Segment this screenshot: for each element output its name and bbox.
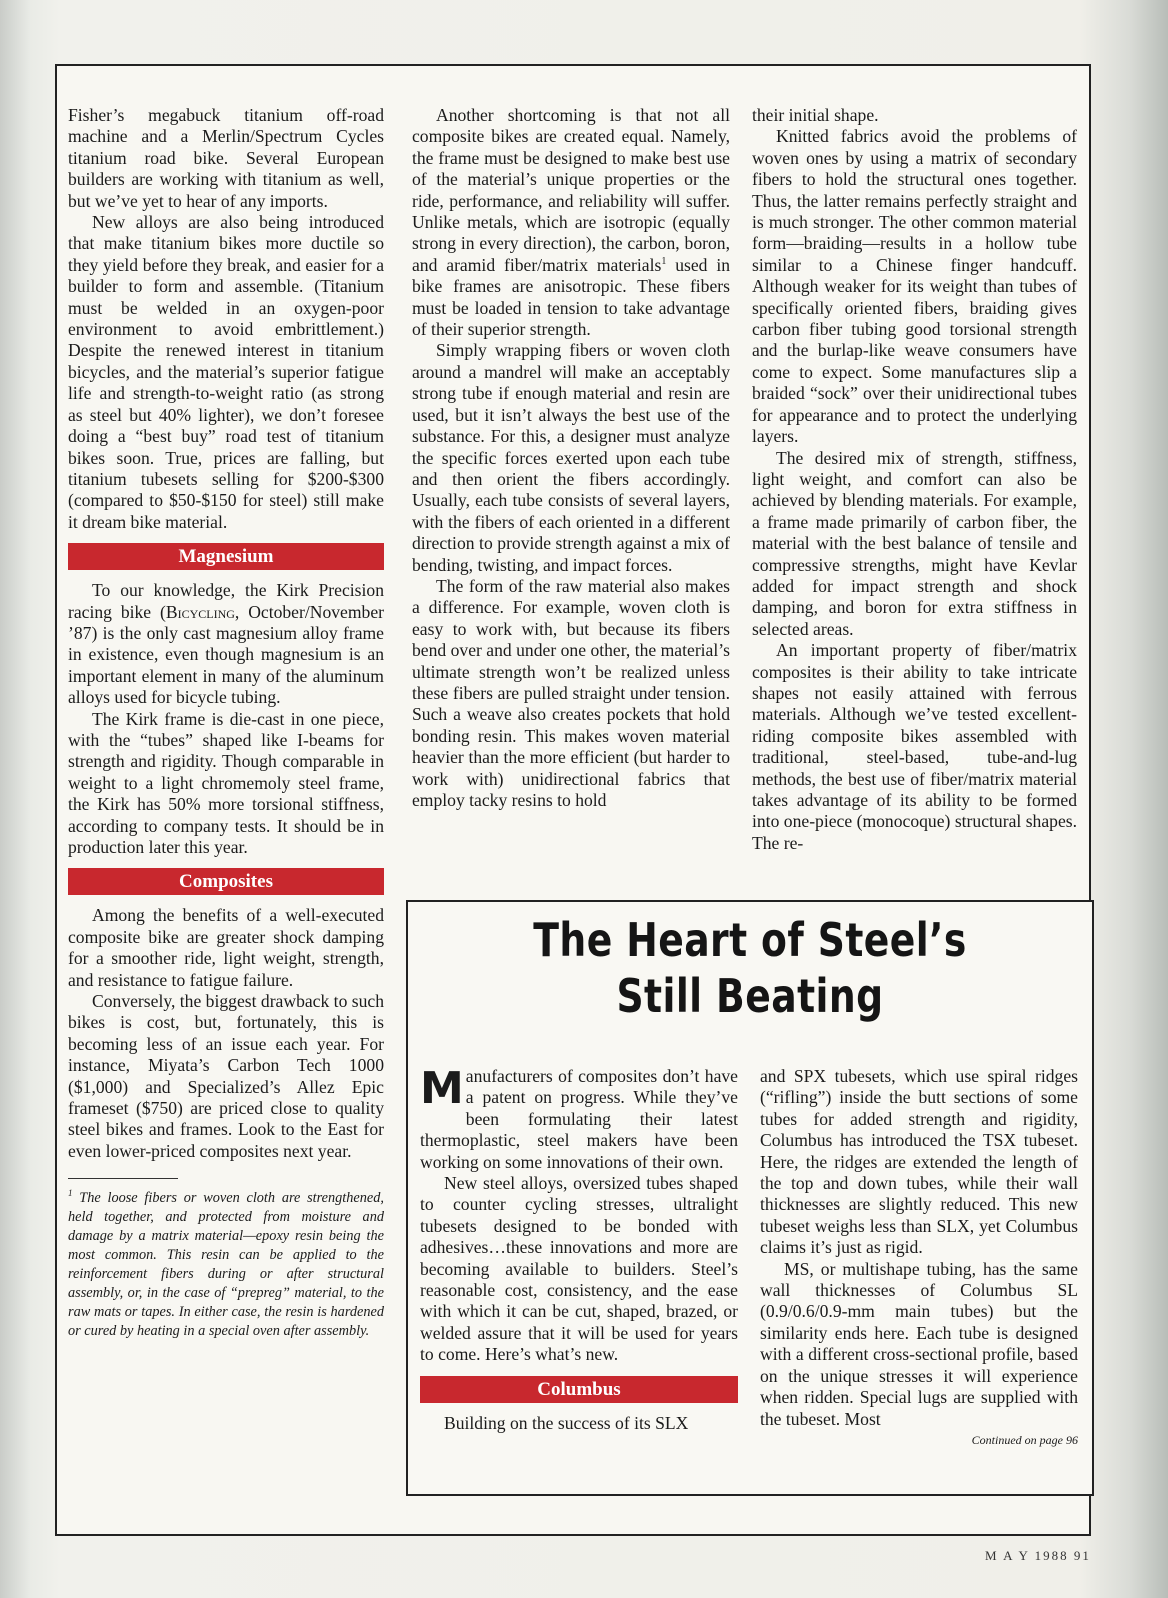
text-run: anufacturers of composites don’t have a patent on progress. While they’ve been formulating their latest thermoplastic, steel makers have been working on some innovations of their own. <box>420 1066 738 1172</box>
paragraph <box>68 580 384 708</box>
paragraph: Among the benefits of a well-executed composite bike are greater shock damping for a smoother ride, light weight, strength, and resistance to fatigue failure. <box>68 905 384 990</box>
paragraph: MS, or multishape tubing, has the same wall thicknesses of Columbus SL (0.9/0.6/0.9-mm main tubes) but the similarity ends here. Each tube is designed with a different cross-sectional profile, based on the unique stresses it will experience when ridden. Special lugs are supplied with the tubeset. Most <box>760 1258 1078 1429</box>
sidebar-title-line-2: Still Beating <box>616 969 884 1023</box>
text-run: To our knowledge, the Kirk Precision racing bike ( <box>68 580 384 622</box>
paragraph: Conversely, the biggest drawback to such bikes is cost, but, fortunately, this is becoming less of an issue each year. For instance, Miyata’s Carbon Tech 1000 ($1,000) and Specialized’s Allez Epic frameset ($750) are priced close to quality steel bikes and frames. Look to the East for even lower-priced composites next year. <box>68 991 385 1161</box>
footnote-text: The loose fibers or woven cloth are strengthened, held together, and protected from moisture and damage by a matrix material—epoxy resin being the most common. This resin can be applied to the reinforcement fibers during or after structural assembly, or, in the case of “prepreg” material, to the raw mats or tapes. In either case, the resin is hardened or cured by heating in a special oven after assembly. <box>68 1190 384 1340</box>
paragraph: Knitted fabrics avoid the problems of woven ones by using a matrix of secondary fibers to hold the structural ones together. Thus, the latter remains perfectly straight and is much stronger. The other common material form—braiding—results in a hollow tube similar to a Chinese finger handcuff. Although weaker for its weight than tubes of specifically oriented fibers, braiding gives carbon fiber tubing good torsional strength and the burlap-like weave consumers have come to expect. Some manufactures slip a braided “sock” over their unidirectional tubes for appearance and to protect the underlying layers. <box>752 126 1077 447</box>
paragraph: The form of the raw material also makes a difference. For example, woven cloth is easy to work with, but because its fibers bend over and under one other, the material’s ultimate strength won’t be realized unless these fibers are pulled straight under tension. Such a weave also creates pockets that hold bonding resin. This makes woven material heavier than the more efficient (but harder to work with) unidirectional fabrics that employ tacky resins to hold <box>412 575 730 810</box>
paragraph: The Kirk frame is die-cast in one piece, with the “tubes” shaped like I-beams for strength and rigidity. Though comparable in weight to a light chromemoly steel frame, the Kirk has 50% more torsional stiffness, according to company tests. It should be in production later this year. <box>68 708 384 857</box>
paragraph: Fisher’s megabuck titanium off-road machine and a Merlin/Spectrum Cycles titanium road bike. Several European builders are working with titanium as well, but we’ve yet to hear of any imports. <box>68 105 384 211</box>
text-run: Another shortcoming is that not all composite bikes are created equal. Namely, the frame must be designed to make best use of the material’s unique properties or the ride, performance, and reliability will suffer. Unlike metals, which are isotropic (equally strong in every direction), the carbon, boron, and aramid fiber/matrix materials <box>412 105 730 275</box>
section-heading-composites: Composites <box>68 868 384 895</box>
section-heading-columbus: Columbus <box>420 1376 738 1403</box>
paragraph: New steel alloys, oversized tubes shaped to counter cycling stresses, ultralight tubesets designed to be bonded with adhesives…these innovations and more are becoming available to builders. Steel’s reasonable cost, consistency, and the ease with which it can be cut, shaped, brazed, or welded assure that it will be used for years to come. Here’s what’s new. <box>420 1173 738 1365</box>
sidebar-column-1 <box>420 1063 738 1434</box>
paragraph: The desired mix of strength, stiffness, light weight, and comfort can also be achieved by blending materials. For example, a frame made primarily of carbon fiber, the material with the best balance of tensile and compressive strengths, might have Kevlar added for impact strength and shock damping, and boron for extra stiffness in selected areas. <box>752 447 1077 639</box>
page-folio: M A Y 1988 91 <box>985 1548 1091 1563</box>
paragraph: Simply wrapping fibers or woven cloth around a mandrel will make an acceptably strong tube if enough material and resin are used, but it isn’t always the best use of the substance. For this, a designer must analyze the specific forces exerted upon each tube and then orient the fibers accordingly. Usually, each tube consists of several layers, with the fibers of each oriented in a different direction to provide strength against a mix of bending, twisting, and impact forces. <box>412 340 730 575</box>
text-run: used in bike frames are anisotropic. These fibers must be loaded in tension to take advantage of their superior strength. <box>412 254 731 340</box>
paragraph <box>420 1063 738 1173</box>
article-column-1 <box>68 105 384 1341</box>
footnote-reference: 1 <box>661 255 667 267</box>
footnote <box>68 1189 384 1341</box>
article-column-2 <box>412 105 730 811</box>
article-column-3 <box>752 105 1077 854</box>
paragraph: and SPX tubesets, which use spiral ridges (“rifling”) inside the butt sections of some tubes for added strength and rigidity, Columbus has introduced the TSX tubeset. Here, the ridges are extended the length of the top and down tubes, while their wall thicknesses are slightly reduced. This new tubeset weighs less than SLX, yet Columbus claims it’s just as rigid. <box>760 1066 1078 1258</box>
section-heading-magnesium: Magnesium <box>68 543 384 570</box>
text-run: , October/November ’87) is the only cast magnesium alloy frame in existence, even though magnesium is an important element in many of the aluminum alloys used for bicycle tubing. <box>68 601 384 708</box>
sidebar-title <box>473 912 1027 1024</box>
paragraph: New alloys are also being introduced that make titanium bikes more ductile so they yield before they break, and easier for a builder to form and assemble. (Titanium must be welded in an oxygen-poor environment to avoid embrittlement.) Despite the renewed interest in titanium bicycles, and the material’s superior fatigue life and strength-to-weight ratio (as strong as steel but 40% lighter), we don’t foresee doing a “best buy” road test of titanium bikes soon. True, prices are falling, but titanium tubesets selling for $200-$300 (compared to $50-$150 for steel) still make it dream bike material. <box>68 212 384 532</box>
magazine-name: Bicycling <box>165 601 235 622</box>
drop-cap: M <box>420 1063 464 1114</box>
continued-note: Continued on page 96 <box>971 1432 1078 1447</box>
paragraph: An important property of fiber/matrix composites is their ability to take intricate shapes not easily attained with ferrous materials. Although we’ve tested excellent-riding composite bikes assembled with traditional, steel-based, tube-and-lug methods, the best use of fiber/matrix material takes advantage of its ability to be formed into one-piece (monocoque) structural shapes. The re- <box>752 640 1077 853</box>
paragraph: their initial shape. <box>752 105 879 125</box>
sidebar-column-2 <box>760 1066 1078 1451</box>
paragraph: Building on the success of its SLX <box>444 1412 689 1433</box>
sidebar-title-line-1: The Heart of Steel’s <box>533 913 967 967</box>
paragraph <box>412 105 730 340</box>
footnote-mark: 1 <box>68 1188 73 1199</box>
footnote-divider <box>68 1178 178 1179</box>
